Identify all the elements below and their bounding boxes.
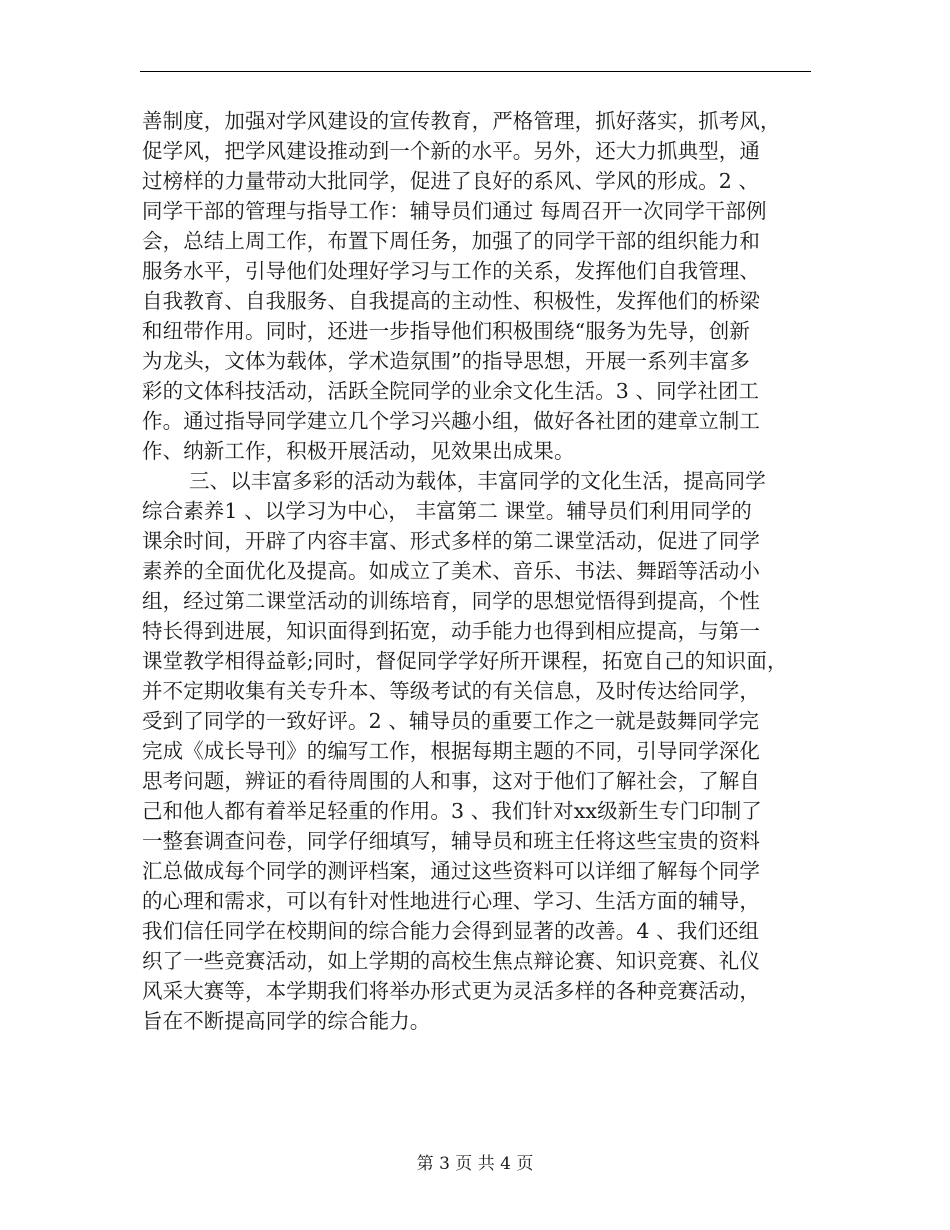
text-line: 自我教育、自我服务、自我提高的主动性、积极性，发挥他们的桥梁: [142, 289, 760, 313]
text-line: 素养的全面优化及提高。如成立了美术、音乐、书法、舞蹈等活动小: [142, 559, 760, 583]
text-line: 织了一些竞赛活动，如上学期的高校生焦点辩论赛、知识竞赛、礼仪: [142, 949, 760, 973]
text-line: 善制度，加强对学风建设的宣传教育，严格管理，抓好落实，抓考风，: [142, 109, 781, 133]
text-line: 己和他人都有着举足轻重的作用。3 、我们针对xx级新生专门印制了: [142, 799, 762, 823]
header-rule: [140, 71, 811, 72]
text-line: 组，经过第二课堂活动的训练培育，同学的思想觉悟得到提高，个性: [142, 589, 760, 613]
text-line: 会，总结上周工作，布置下周任务，加强了的同学干部的组织能力和: [142, 229, 760, 253]
text-line: 旨在不断提高同学的综合能力。: [142, 1009, 431, 1033]
text-line: 完成《成长导刊》的编写工作，根据每期主题的不同，引导同学深化: [142, 739, 760, 763]
text-line: 过榜样的力量带动大批同学，促进了良好的系风、学风的形成。2 、: [142, 169, 760, 193]
text-line: 我们信任同学在校期间的综合能力会得到显著的改善。4 、我们还组: [142, 919, 760, 943]
text-line: 课余时间，开辟了内容丰富、形式多样的第二课堂活动，促进了同学: [142, 529, 760, 553]
text-line: 和纽带作用。同时，还进一步指导他们积极围绕“服务为先导，创新: [142, 319, 750, 343]
text-line: 汇总做成每个同学的测评档案，通过这些资料可以详细了解每个同学: [142, 859, 760, 883]
document-body: [142, 106, 814, 1036]
text-line: 思考问题，辨证的看待周围的人和事，这对于他们了解社会，了解自: [142, 769, 760, 793]
text-line: 作。通过指导同学建立几个学习兴趣小组，做好各社团的建章立制工: [142, 409, 760, 433]
text-line: 一整套调查问卷，同学仔细填写，辅导员和班主任将这些宝贵的资料: [142, 829, 760, 853]
text-line: 服务水平，引导他们处理好学习与工作的关系，发挥他们自我管理、: [142, 259, 760, 283]
text-line: 的心理和需求，可以有针对性地进行心理、学习、生活方面的辅导，: [142, 889, 760, 913]
text-line: 综合素养1 、以学习为中心， 丰富第二 课堂。辅导员们利用同学的: [142, 499, 752, 523]
text-line: 风采大赛等，本学期我们将举办形式更为灵活多样的各种竞赛活动，: [142, 979, 760, 1003]
text-line: 并不定期收集有关专升本、等级考试的有关信息，及时传达给同学，: [142, 679, 760, 703]
text-line: 特长得到进展，知识面得到拓宽，动手能力也得到相应提高，与第一: [142, 619, 760, 643]
text-line: 作、纳新工作，积极开展活动，见效果出成果。: [142, 439, 575, 463]
text-line: 课堂教学相得益彰;同时，督促同学学好所开课程，拓宽自己的知识面，: [142, 649, 788, 673]
page-number-footer: 第 3 页 共 4 页: [416, 1154, 534, 1174]
section-heading-line: 三、以丰富多彩的活动为载体，丰富同学的文化生活，提高同学: [189, 469, 766, 493]
text-line: 促学风，把学风建设推动到一个新的水平。另外，还大力抓典型，通: [142, 139, 760, 163]
text-line: 受到了同学的一致好评。2 、辅导员的重要工作之一就是鼓舞同学完: [142, 709, 760, 733]
text-line: 同学干部的管理与指导工作：辅导员们通过 每周召开一次同学干部例: [142, 199, 767, 223]
text-line: 彩的文体科技活动，活跃全院同学的业余文化生活。3 、同学社团工: [142, 379, 760, 403]
text-line: 为龙头，文体为载体，学术造氛围”的指导思想，开展一系列丰富多: [142, 349, 750, 373]
